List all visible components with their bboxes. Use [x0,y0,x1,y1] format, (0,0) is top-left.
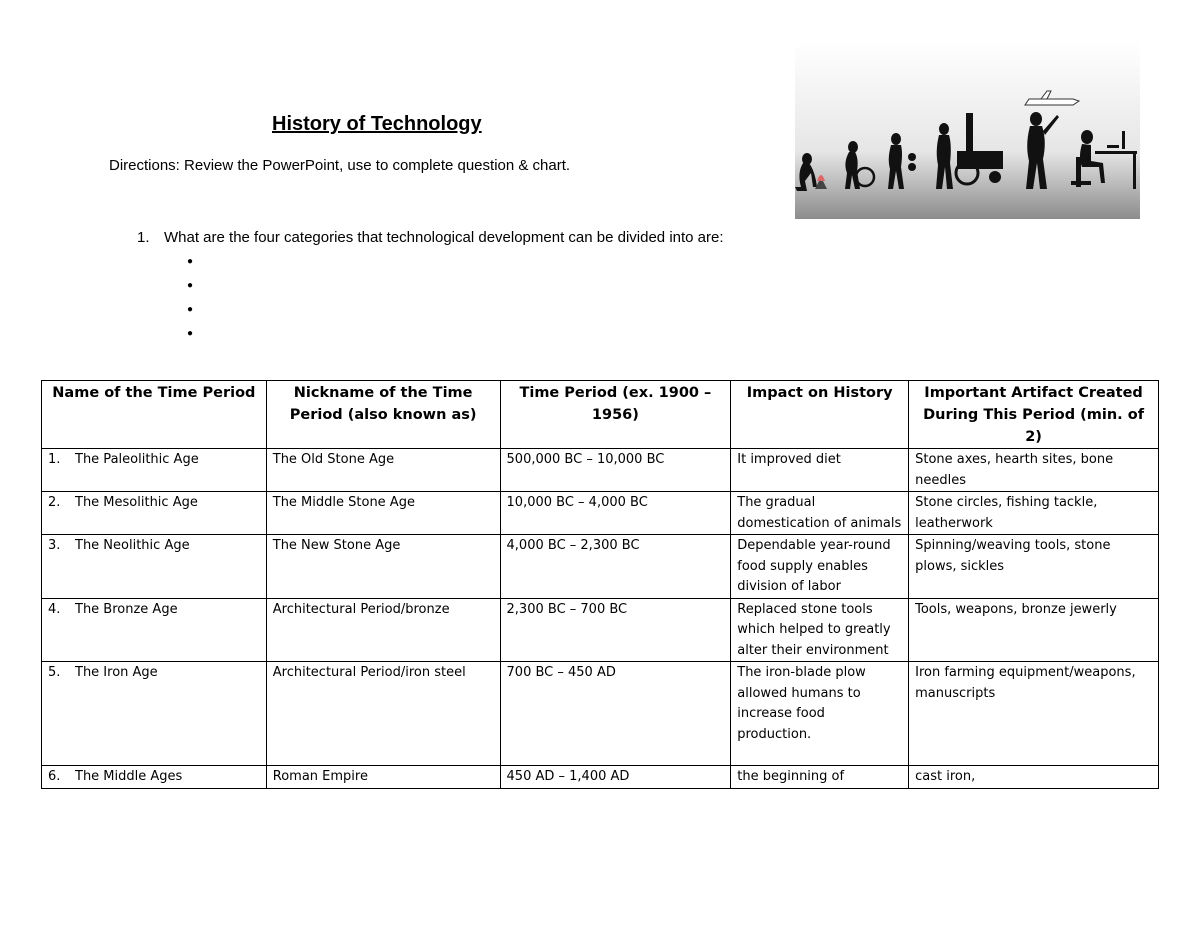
cell-name[interactable] [42,449,267,492]
table-row [42,662,1159,766]
column-header-name: Name of the Time Period [42,381,267,449]
time-period-chart [41,380,1159,789]
cell-impact[interactable]: the beginning of [731,766,909,789]
cell-time-period[interactable]: 700 BC – 450 AD [500,662,731,766]
cell-name[interactable] [42,492,267,535]
cell-time-period[interactable]: 10,000 BC – 4,000 BC [500,492,731,535]
cell-artifact[interactable]: Stone circles, fishing tackle, leatherwork [909,492,1159,535]
table-row [42,492,1159,535]
row-number: 5. [48,665,61,680]
cell-impact[interactable]: The gradual domestication of animals [731,492,909,535]
evolution-of-technology-illustration [795,41,1140,219]
table-row [42,598,1159,662]
cell-artifact[interactable]: Tools, weapons, bronze jewerly [909,598,1159,662]
cell-name[interactable] [42,535,267,599]
row-number: 6. [48,769,61,784]
document-title: History of Technology [272,113,482,135]
cell-nickname[interactable]: Architectural Period/bronze [266,598,500,662]
cell-impact[interactable]: Dependable year-round food supply enables division of labor [731,535,909,599]
table-header-row [42,381,1159,449]
cell-nickname[interactable]: Architectural Period/iron steel [266,662,500,766]
column-header-time-period: Time Period (ex. 1900 – 1956) [500,381,731,449]
cell-artifact[interactable]: cast iron, [909,766,1159,789]
cell-impact[interactable]: It improved diet [731,449,909,492]
row-number: 4. [48,601,61,617]
directions-text: Directions: Review the PowerPoint, use to complete question & chart. [109,157,571,174]
cell-nickname[interactable]: The Middle Stone Age [266,492,500,535]
cell-time-period[interactable]: 4,000 BC – 2,300 BC [500,535,731,599]
period-name: The Neolithic Age [75,538,190,553]
question-number: 1. [137,229,150,246]
table-row [42,449,1159,492]
question-text: What are the four categories that technological development can be divided into are: [164,229,724,246]
table-row [42,535,1159,599]
period-name: The Iron Age [75,665,158,680]
row-number: 2. [48,495,61,510]
row-number: 3. [48,538,61,553]
cell-time-period[interactable]: 2,300 BC – 700 BC [500,598,731,662]
cell-nickname[interactable]: The New Stone Age [266,535,500,599]
table-row [42,766,1159,789]
cell-time-period[interactable]: 500,000 BC – 10,000 BC [500,449,731,492]
period-name: The Bronze Age [75,601,178,617]
cell-name[interactable] [42,598,267,662]
cell-impact[interactable]: Replaced stone tools which helped to greatly alter their environment [731,598,909,662]
cell-nickname[interactable]: Roman Empire [266,766,500,789]
row-number: 1. [48,452,61,467]
cell-artifact[interactable]: Stone axes, hearth sites, bone needles [909,449,1159,492]
period-name: The Paleolithic Age [75,452,199,467]
period-name: The Mesolithic Age [75,495,198,510]
period-name: The Middle Ages [75,769,183,784]
cell-name[interactable] [42,766,267,789]
question-1 [137,229,724,246]
column-header-nickname: Nickname of the Time Period (also known as) [266,381,500,449]
cell-artifact[interactable]: Spinning/weaving tools, stone plows, sickles [909,535,1159,599]
cell-nickname[interactable]: The Old Stone Age [266,449,500,492]
column-header-artifact: Important Artifact Created During This Period (min. of 2) [909,381,1159,449]
cell-impact[interactable]: The iron-blade plow allowed humans to increase food production. [731,662,909,766]
cell-time-period[interactable]: 450 AD – 1,400 AD [500,766,731,789]
cell-name[interactable] [42,662,267,766]
cell-artifact[interactable]: Iron farming equipment/weapons, manuscripts [909,662,1159,766]
column-header-impact: Impact on History [731,381,909,449]
